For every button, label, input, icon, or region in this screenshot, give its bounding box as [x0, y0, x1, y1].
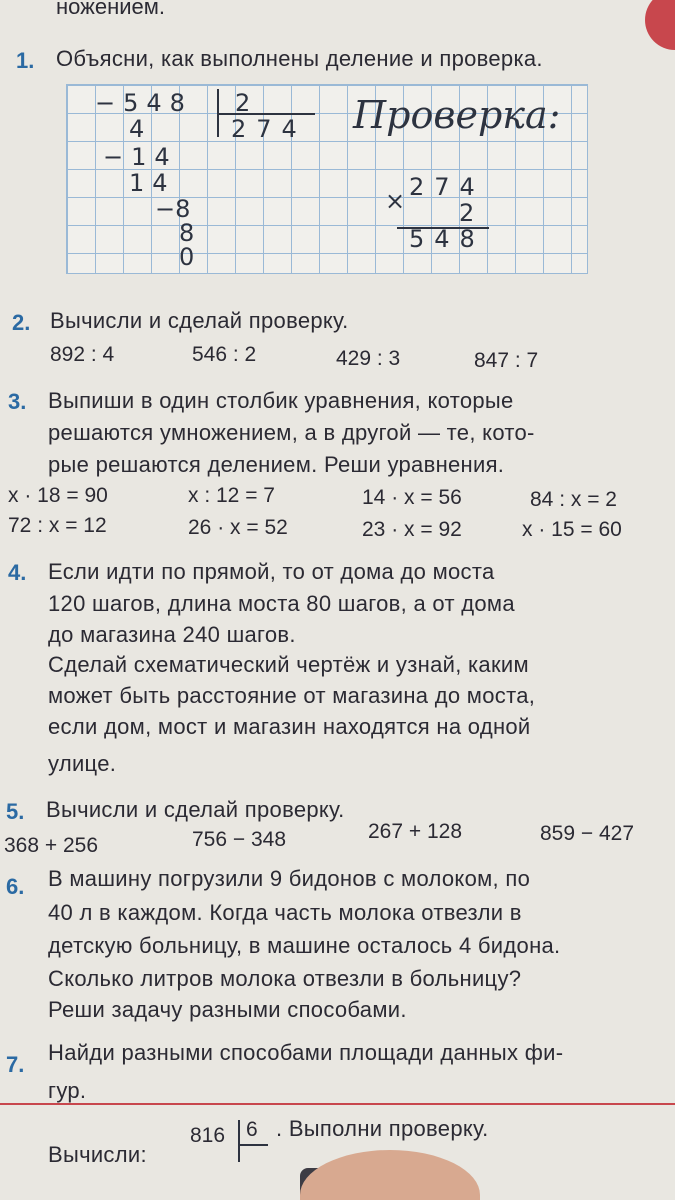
- task-4-line-7: улице.: [48, 751, 117, 776]
- task-1-number: 1.: [16, 48, 35, 73]
- equation-2: x : 12 = 7: [188, 484, 275, 507]
- footer-division-bar-vertical: [238, 1120, 240, 1162]
- task-5-expr-3: 267 + 128: [368, 820, 463, 843]
- equation-1: x · 18 = 90: [8, 484, 108, 507]
- task-3-number: 3.: [8, 389, 27, 414]
- task-2-expr-1: 892 : 4: [50, 343, 115, 366]
- task-4-line-1: Если идти по прямой, то от дома до моста: [48, 559, 495, 584]
- footer-division-bar-horizontal: [238, 1144, 268, 1146]
- page-corner-tab: [645, 0, 675, 50]
- task-7-line-1: Найди разными способами площади данных фи-: [48, 1040, 564, 1065]
- task-2-text: Вычисли и сделай проверку.: [50, 308, 349, 333]
- quotient: 274: [231, 115, 307, 143]
- task-7-number: 7.: [6, 1052, 25, 1077]
- task-1-text: Объясни, как выполнены деление и проверка.: [56, 46, 543, 71]
- task-2-expr-3: 429 : 3: [336, 347, 401, 370]
- task-6-number: 6.: [6, 874, 25, 899]
- task-5-expr-2: 756 − 348: [192, 828, 287, 851]
- task-6-line-5: Реши задачу разными способами.: [48, 997, 407, 1022]
- task-2-number: 2.: [12, 310, 31, 335]
- subtract-3: 8: [179, 219, 195, 247]
- equation-8: x · 15 = 60: [522, 518, 622, 541]
- thumb: [300, 1150, 480, 1200]
- task-5-expr-1: 368 + 256: [4, 834, 99, 857]
- task-4-number: 4.: [8, 560, 27, 585]
- equation-3: 14 · x = 56: [362, 486, 462, 509]
- check-times-sign: ×: [385, 187, 406, 215]
- task-5-number: 5.: [6, 799, 25, 824]
- footer-divisor: 6: [246, 1118, 258, 1141]
- task-3-line-2: решаются умножением, а в другой — те, кото-: [48, 420, 535, 445]
- task-3-line-1: Выпиши в один столбик уравнения, которые: [48, 388, 514, 413]
- grid-paper: [66, 84, 588, 274]
- row-2: −14: [103, 143, 178, 171]
- task-4-line-6: если дом, мост и магазин находятся на одной: [48, 714, 531, 739]
- task-2-expr-4: 847 : 7: [474, 349, 539, 372]
- task-4-line-4: Сделай схематический чертёж и узнай, каким: [48, 652, 529, 677]
- task-5-expr-4: 859 − 427: [540, 822, 635, 845]
- red-divider: [0, 1103, 675, 1105]
- equation-7: 23 · x = 92: [362, 518, 462, 541]
- task-3-line-3: рые решаются делением. Реши уравнения.: [48, 452, 505, 477]
- task-4-line-2: 120 шагов, длина моста 80 шагов, а от дома: [48, 591, 515, 616]
- task-6-line-1: В машину погрузили 9 бидонов с молоком, по: [48, 866, 531, 891]
- row-3: −8: [155, 195, 191, 223]
- task-5-text: Вычисли и сделай проверку.: [46, 797, 345, 822]
- footer-label: Вычисли:: [48, 1142, 147, 1167]
- task-6-line-3: детскую больницу, в машине осталось 4 бидона.: [48, 933, 561, 958]
- divisor: 2: [235, 89, 251, 117]
- equation-4: 84 : x = 2: [530, 488, 617, 511]
- check-top-number: 274: [409, 173, 485, 201]
- task-2-expr-2: 546 : 2: [192, 343, 257, 366]
- check-title: Проверка:: [353, 93, 561, 137]
- task-6-line-2: 40 л в каждом. Когда часть молока отвезли в: [48, 900, 522, 925]
- task-4-line-3: до магазина 240 шагов.: [48, 622, 296, 647]
- previous-text-fragment: ножением.: [56, 0, 166, 19]
- dividend-row: −548: [95, 89, 193, 117]
- equation-5: 72 : x = 12: [8, 514, 107, 537]
- subtract-2: 14: [129, 169, 176, 197]
- task-7-line-2: гур.: [48, 1078, 87, 1103]
- task-4-line-5: может быть расстояние от магазина до моста,: [48, 683, 536, 708]
- equation-6: 26 · x = 52: [188, 516, 288, 539]
- check-multiplier: 2: [459, 199, 475, 227]
- task-6-line-4: Сколько литров молока отвезли в больницу?: [48, 966, 522, 991]
- remainder: 0: [179, 243, 195, 271]
- subtract-1: 4: [129, 115, 145, 143]
- check-result: 548: [409, 225, 485, 253]
- footer-dividend: 816: [190, 1124, 226, 1147]
- footer-tail: . Выполни проверку.: [276, 1116, 489, 1141]
